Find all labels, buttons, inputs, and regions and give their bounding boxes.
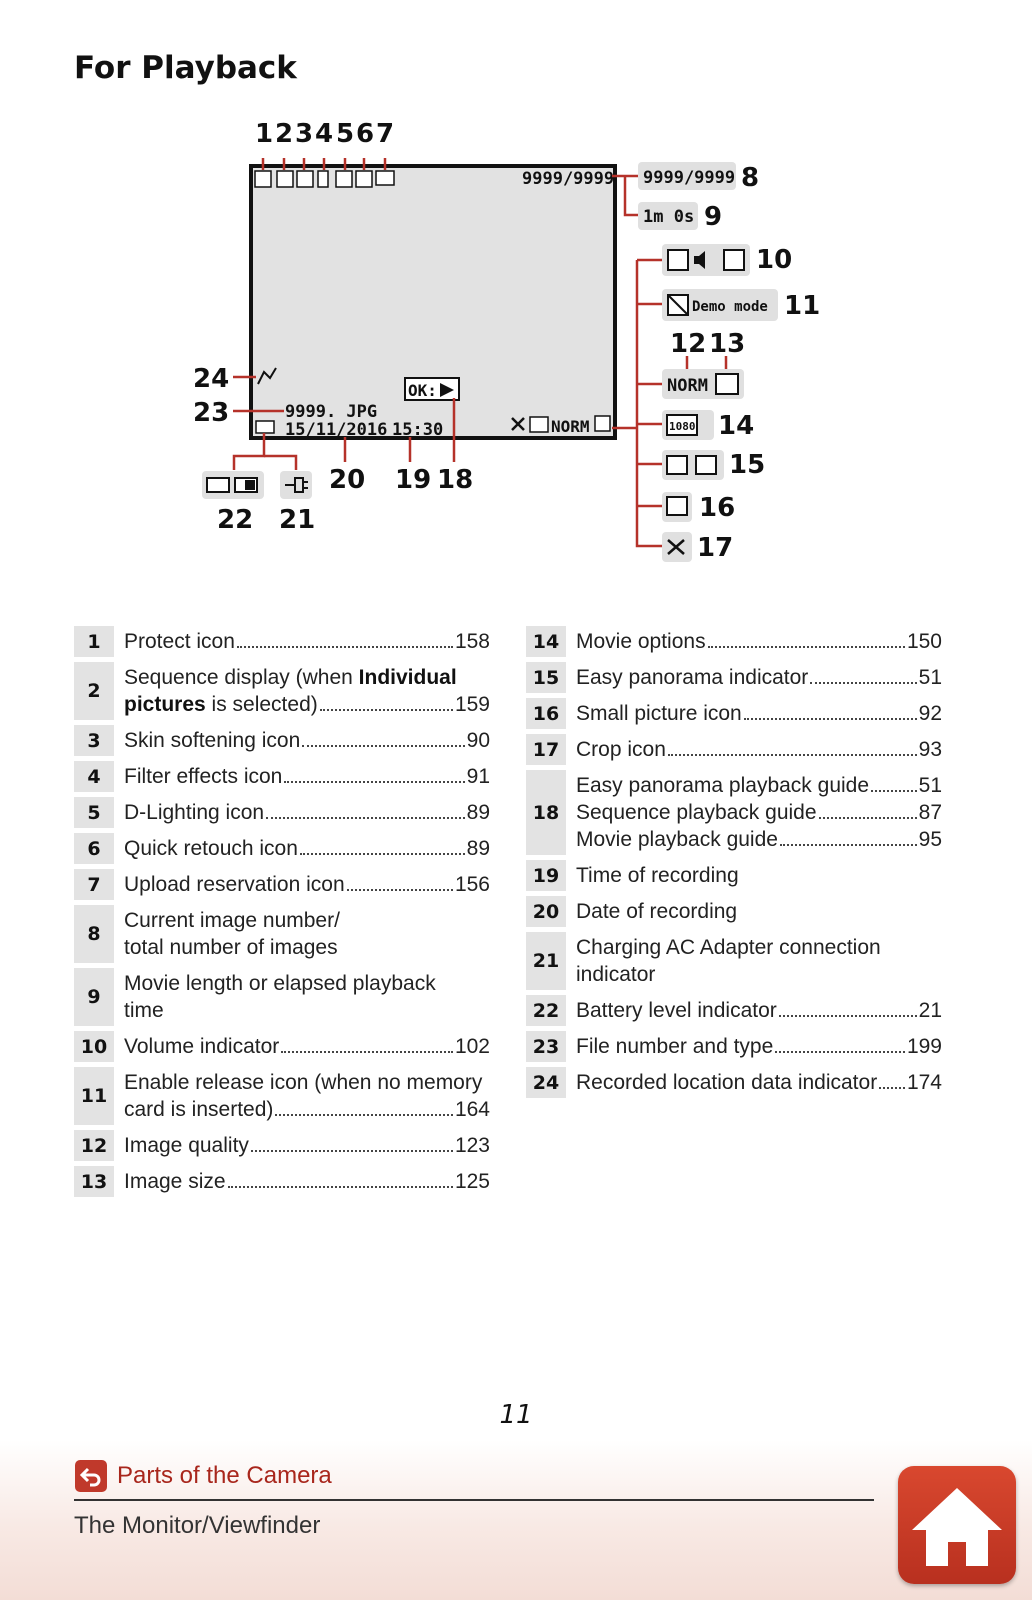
screen-time: 15:30 xyxy=(392,420,444,440)
legend-page: 174 xyxy=(906,1071,942,1094)
legend-row xyxy=(74,761,490,792)
legend-page: 21 xyxy=(918,999,942,1022)
playback-screen-diagram xyxy=(0,110,1032,570)
home-icon xyxy=(898,1466,1016,1584)
legend-num: 14 xyxy=(526,626,566,657)
callout-7: 7 xyxy=(376,119,395,149)
legend-row xyxy=(74,662,490,720)
d-lighting-icon xyxy=(336,171,352,187)
legend-num: 4 xyxy=(74,761,114,792)
legend-text: Enable release icon (when no memory xyxy=(124,1071,483,1094)
legend-text: Easy panorama indicator xyxy=(576,666,809,689)
legend-num: 21 xyxy=(526,932,566,990)
legend-num: 5 xyxy=(74,797,114,828)
legend-text: Current image number/ xyxy=(124,909,340,932)
legend-num: 20 xyxy=(526,896,566,927)
legend-text: Movie length or elapsed playback xyxy=(124,972,436,995)
legend-page: 92 xyxy=(918,702,942,725)
legend-num: 8 xyxy=(74,905,114,963)
legend-page: 87 xyxy=(918,801,942,824)
callout-15: 15 xyxy=(729,450,766,480)
legend-num: 10 xyxy=(74,1031,114,1062)
legend-row xyxy=(74,725,490,756)
legend-page: 123 xyxy=(454,1134,490,1157)
legend-row xyxy=(74,797,490,828)
callout-13: 13 xyxy=(709,329,746,359)
protect-icon xyxy=(255,171,271,187)
small-picture-icon xyxy=(667,497,687,515)
legend-page: 159 xyxy=(454,693,490,716)
home-button[interactable] xyxy=(898,1466,1016,1584)
callout-22: 22 xyxy=(217,505,254,535)
footer-divider xyxy=(74,1499,874,1501)
legend-text: Image size xyxy=(124,1170,226,1193)
legend-page: 150 xyxy=(906,630,942,653)
callout-12: 12 xyxy=(670,329,707,359)
legend-text: Charging AC Adapter connection xyxy=(576,936,881,959)
callout-6: 6 xyxy=(356,119,375,149)
legend-num: 22 xyxy=(526,995,566,1026)
callout-8: 8 xyxy=(741,163,760,193)
legend-num: 15 xyxy=(526,662,566,693)
legend-text: Time of recording xyxy=(576,864,739,887)
legend-row xyxy=(526,1067,942,1098)
legend-num: 7 xyxy=(74,869,114,900)
callout-19: 19 xyxy=(395,465,432,495)
legend-page: 199 xyxy=(906,1035,942,1058)
filter-effects-icon xyxy=(318,171,328,187)
callout-18: 18 xyxy=(437,465,474,495)
image-size-icon xyxy=(716,374,738,394)
legend-bold: Individual xyxy=(358,666,457,689)
legend-num: 24 xyxy=(526,1067,566,1098)
legend-num: 1 xyxy=(74,626,114,657)
legend-row xyxy=(74,1166,490,1197)
legend-text: Movie options xyxy=(576,630,706,653)
legend-text: total number of images xyxy=(124,936,338,959)
legend-num: 11 xyxy=(74,1067,114,1125)
legend-page: 102 xyxy=(454,1035,490,1058)
legend-row xyxy=(74,1067,490,1125)
legend-page: 156 xyxy=(454,873,490,896)
legend-page: 91 xyxy=(466,765,490,788)
legend-row xyxy=(74,626,490,657)
legend-text: is selected) xyxy=(205,693,318,716)
chip-demo-mode: Demo mode xyxy=(692,299,768,315)
legend-text: Quick retouch icon xyxy=(124,837,298,860)
chip-movie-length: 1m 0s xyxy=(643,207,695,227)
callout-21: 21 xyxy=(279,505,316,535)
legend-text: Image quality xyxy=(124,1134,249,1157)
legend-text: Upload reservation icon xyxy=(124,873,345,896)
callout-16: 16 xyxy=(699,493,736,523)
legend-text: Small picture icon xyxy=(576,702,742,725)
legend-text: Sequence playback guide xyxy=(576,801,817,824)
legend-row xyxy=(74,968,490,1026)
legend-row xyxy=(526,626,942,657)
legend-num: 16 xyxy=(526,698,566,729)
legend-num: 3 xyxy=(74,725,114,756)
legend-page: 164 xyxy=(454,1098,490,1121)
legend-page: 95 xyxy=(918,828,942,851)
legend-page: 125 xyxy=(454,1170,490,1193)
quick-retouch-icon xyxy=(356,171,372,187)
callout-14: 14 xyxy=(718,411,755,441)
callout-4: 4 xyxy=(315,119,334,149)
legend-page: 89 xyxy=(466,801,490,824)
legend-num: 12 xyxy=(74,1130,114,1161)
legend-num: 2 xyxy=(74,662,114,720)
callout-24: 24 xyxy=(193,364,230,394)
legend-text: indicator xyxy=(576,963,656,986)
legend-num: 13 xyxy=(74,1166,114,1197)
legend-num: 19 xyxy=(526,860,566,891)
legend-row xyxy=(526,860,942,891)
screen-battery-icon xyxy=(256,421,274,433)
legend-num: 9 xyxy=(74,968,114,1026)
legend-bold: pictures xyxy=(124,693,206,716)
legend-text: Volume indicator xyxy=(124,1035,280,1058)
legend-row xyxy=(74,905,490,963)
legend-page: 51 xyxy=(918,666,942,689)
legend-text: card is inserted) xyxy=(124,1098,274,1121)
screen-ok-label: OK: xyxy=(408,381,437,400)
enable-release-icon xyxy=(668,295,688,315)
skin-softening-icon xyxy=(297,171,313,187)
back-link-parts-of-camera[interactable] xyxy=(75,1460,332,1492)
legend-row xyxy=(526,662,942,693)
legend-text: Recorded location data indicator xyxy=(576,1071,878,1094)
sequence-icon xyxy=(277,171,293,187)
callout-2: 2 xyxy=(275,119,294,149)
page-title: For Playback xyxy=(74,50,297,86)
legend-text: Filter effects icon xyxy=(124,765,283,788)
legend-text: Skin softening icon xyxy=(124,729,301,752)
legend-row xyxy=(74,1031,490,1062)
legend-text: Movie playback guide xyxy=(576,828,778,851)
callout-11: 11 xyxy=(784,291,821,321)
legend-row xyxy=(526,698,942,729)
legend-text: Protect icon xyxy=(124,630,235,653)
legend-text: Date of recording xyxy=(576,900,738,923)
legend-text: File number and type xyxy=(576,1035,774,1058)
callout-23: 23 xyxy=(193,398,230,428)
legend-table-left xyxy=(74,626,490,1202)
callout-5: 5 xyxy=(336,119,355,149)
legend-page: 90 xyxy=(466,729,490,752)
legend-text: Sequence display (when xyxy=(124,666,359,689)
legend-page: 89 xyxy=(466,837,490,860)
legend-page: 158 xyxy=(454,630,490,653)
chip-counter: 9999/9999 xyxy=(643,168,736,188)
callout-17: 17 xyxy=(697,533,734,563)
legend-table-right xyxy=(526,626,942,1103)
callout-9: 9 xyxy=(704,202,723,232)
upload-reservation-icon xyxy=(376,171,394,185)
chip-movie-options: 1080 xyxy=(669,420,696,433)
legend-row xyxy=(74,833,490,864)
callout-20: 20 xyxy=(329,465,366,495)
legend-row xyxy=(526,734,942,765)
legend-text: Easy panorama playback guide xyxy=(576,774,870,797)
legend-page: 51 xyxy=(918,774,942,797)
screen-file-name: 9999. JPG xyxy=(285,402,378,422)
section-label: The Monitor/Viewfinder xyxy=(74,1512,321,1539)
page-number: 11 xyxy=(499,1400,533,1430)
legend-row xyxy=(526,995,942,1026)
legend-row xyxy=(526,932,942,990)
legend-row xyxy=(74,869,490,900)
screen-image-counter: 9999/9999 xyxy=(522,169,615,189)
callout-1: 1 xyxy=(255,119,274,149)
callout-3: 3 xyxy=(295,119,314,149)
legend-row xyxy=(74,1130,490,1161)
legend-text: D-Lighting icon xyxy=(124,801,265,824)
screen-quality: NORM xyxy=(551,417,590,436)
screen-date: 15/11/2016 xyxy=(285,420,388,440)
legend-row xyxy=(526,896,942,927)
legend-row xyxy=(526,770,942,855)
chip-quality: NORM xyxy=(667,376,708,396)
legend-text: time xyxy=(124,999,164,1022)
legend-num: 18 xyxy=(526,770,566,855)
legend-num: 17 xyxy=(526,734,566,765)
legend-page: 93 xyxy=(918,738,942,761)
back-arrow-icon xyxy=(75,1460,107,1492)
legend-text: Crop icon xyxy=(576,738,666,761)
callout-10: 10 xyxy=(756,245,793,275)
legend-text: Battery level indicator xyxy=(576,999,777,1022)
legend-num: 23 xyxy=(526,1031,566,1062)
legend-row xyxy=(526,1031,942,1062)
legend-num: 6 xyxy=(74,833,114,864)
back-link-label: Parts of the Camera xyxy=(117,1462,332,1489)
